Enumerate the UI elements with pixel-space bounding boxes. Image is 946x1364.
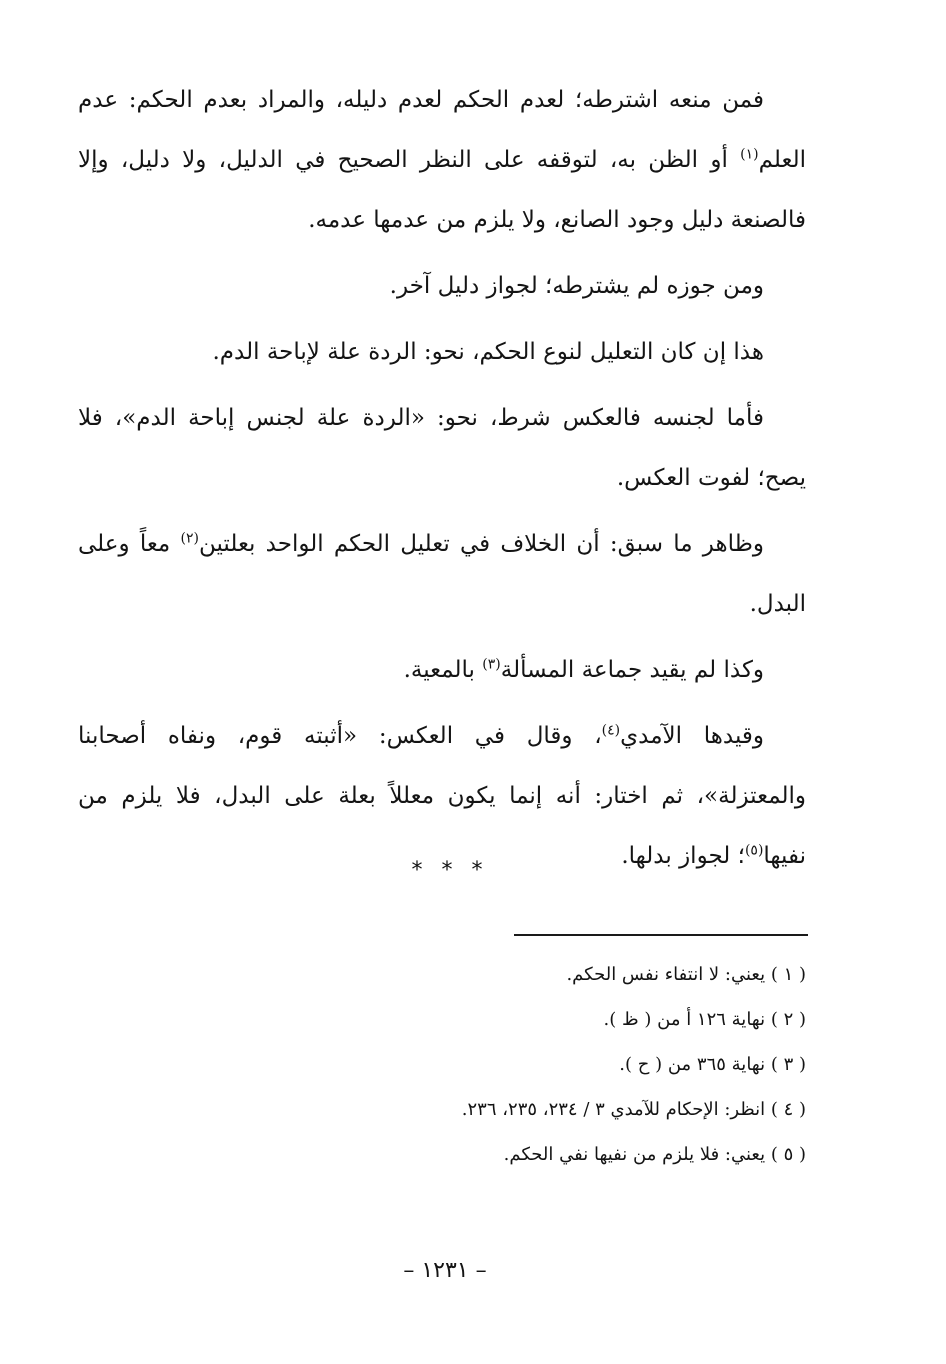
footnote-divider	[514, 934, 808, 936]
section-separator: * * *	[411, 858, 489, 883]
paragraph-6	[78, 640, 806, 700]
footnote-1: ( ١ ) يعني: لا انتفاء نفس الحكم.	[566, 964, 806, 985]
footnote-ref-1[interactable]: (١)	[740, 146, 759, 163]
footnote-ref-5[interactable]: (٥)	[744, 842, 764, 859]
paragraph-1-text-a: فمن منعه اشترطه؛ لعدم الحكم لعدم دليله، والمراد بعدم الحكم: عدم العلم	[78, 87, 806, 173]
paragraph-6-text-b: بالمعية.	[403, 657, 483, 683]
main-text	[78, 70, 806, 892]
page-number: – ١٢٣١ –	[403, 1258, 487, 1283]
paragraph-5	[78, 514, 806, 634]
footnote-ref-4[interactable]: (٤)	[601, 722, 621, 739]
paragraph-7-text-b: ، وقال في العكس: «أثبته قوم، ونفاه أصحابنا والمعتزلة»، ثم اختار: أنه إنما يكون معللاً بعلة على البدل، فلا يلزم من نفيها	[78, 723, 806, 869]
paragraph-1	[78, 70, 806, 250]
paragraph-7-text-a: وقيدها الآمدي	[620, 723, 764, 749]
paragraph-2-text: ومن جوزه لم يشترطه؛ لجواز دليل آخر.	[389, 273, 764, 299]
footnote-ref-2[interactable]: (٢)	[180, 530, 199, 547]
paragraph-5-text-b: معاً وعلى البدل.	[78, 531, 806, 617]
footnote-2: ( ٢ ) نهاية ١٢٦ أ من ( ظ ).	[603, 1009, 806, 1030]
footnotes	[120, 952, 806, 1177]
paragraph-7-text-c: ؛ لجواز بدلها.	[621, 843, 745, 869]
footnote-4: ( ٤ ) انظر: الإحكام للآمدي ٣ / ٢٣٤، ٢٣٥، ٢٣٦.	[461, 1099, 806, 1120]
paragraph-1-text-b: أو الظن به، لتوقفه على النظر الصحيح في الدليل، ولا دليل، وإلا فالصنعة دليل وجود الصانع، ولا يلزم من عدمها عدمه.	[78, 147, 806, 233]
paragraph-5-text-a: وظاهر ما سبق: أن الخلاف في تعليل الحكم الواحد بعلتين	[198, 531, 764, 557]
paragraph-2	[78, 256, 806, 316]
paragraph-4	[78, 388, 806, 508]
paragraph-3	[78, 322, 806, 382]
footnote-ref-3[interactable]: (٣)	[482, 656, 501, 673]
paragraph-6-text-a: وكذا لم يقيد جماعة المسألة	[500, 657, 764, 683]
footnote-5: ( ٥ ) يعني: فلا يلزم من نفيها نفي الحكم.	[503, 1144, 806, 1165]
paragraph-4-text: فأما لجنسه فالعكس شرط، نحو: «الردة علة لجنس إباحة الدم»، فلا يصح؛ لفوت العكس.	[78, 405, 806, 491]
paragraph-3-text: هذا إن كان التعليل لنوع الحكم، نحو: الردة علة لإباحة الدم.	[212, 339, 764, 365]
footnote-3: ( ٣ ) نهاية ٣٦٥ من ( ح ).	[619, 1054, 806, 1075]
